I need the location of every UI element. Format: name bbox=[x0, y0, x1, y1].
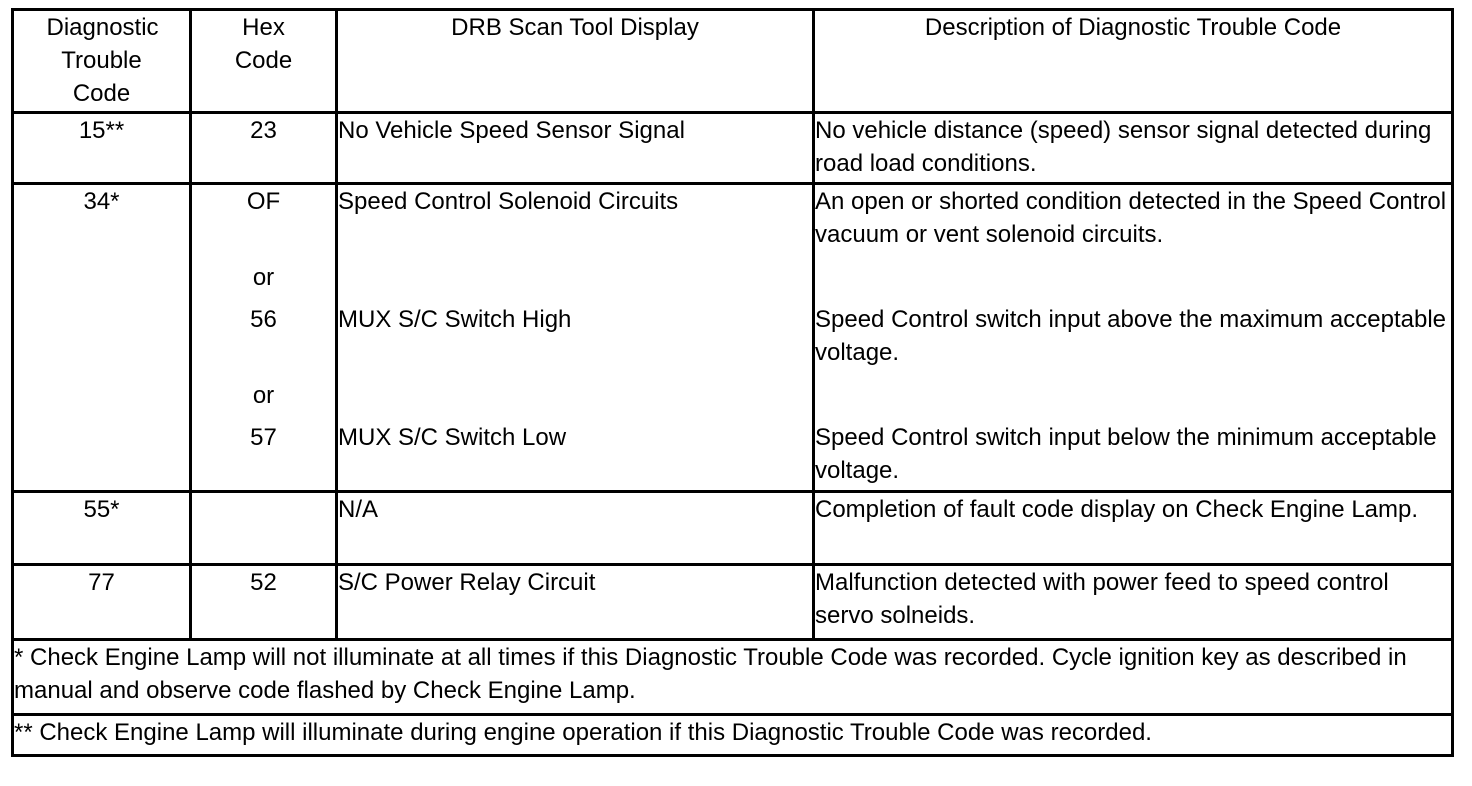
description-cell bbox=[814, 184, 1453, 492]
display-value: MUX S/C Switch High bbox=[338, 306, 572, 333]
header-display-label: DRB Scan Tool Display bbox=[451, 14, 699, 41]
table-row bbox=[13, 492, 1453, 565]
display-cell: S/C Power Relay Circuit bbox=[337, 565, 814, 640]
hex-value: OF bbox=[246, 188, 281, 215]
header-hex-label: Hex Code bbox=[234, 14, 293, 74]
description-cell: Completion of fault code display on Check Engine Lamp. bbox=[814, 492, 1453, 565]
table-row bbox=[13, 113, 1453, 184]
display-cell: N/A bbox=[337, 492, 814, 565]
description-value: Speed Control switch input below the minimum acceptable voltage. bbox=[815, 424, 1437, 484]
description-value: An open or shorted condition detected in the Speed Control vacuum or vent solenoid circuits. bbox=[815, 188, 1447, 248]
hex-cell bbox=[191, 492, 337, 565]
header-code bbox=[13, 10, 191, 113]
display-value: Speed Control Solenoid Circuits bbox=[338, 188, 679, 215]
code-cell: 15** bbox=[13, 113, 191, 184]
header-display bbox=[337, 10, 814, 113]
note-row bbox=[13, 715, 1453, 756]
description-cell: Malfunction detected with power feed to speed control servo solneids. bbox=[814, 565, 1453, 640]
header-description-label: Description of Diagnostic Trouble Code bbox=[924, 14, 1342, 41]
code-cell: 77 bbox=[13, 565, 191, 640]
hex-value: 56 bbox=[250, 306, 277, 333]
hex-value: 57 bbox=[250, 424, 277, 451]
hex-cell: 52 bbox=[191, 565, 337, 640]
or-separator: or bbox=[252, 382, 275, 409]
header-hex bbox=[191, 10, 337, 113]
table-row bbox=[13, 565, 1453, 640]
display-value: MUX S/C Switch Low bbox=[338, 424, 567, 451]
table-row bbox=[13, 184, 1453, 492]
code-cell: 55* bbox=[13, 492, 191, 565]
header-description bbox=[814, 10, 1453, 113]
code-cell: 34* bbox=[13, 184, 191, 492]
hex-cell: 23 bbox=[191, 113, 337, 184]
description-value: Speed Control switch input above the maximum acceptable voltage. bbox=[815, 306, 1447, 366]
display-cell: No Vehicle Speed Sensor Signal bbox=[337, 113, 814, 184]
or-separator: or bbox=[252, 264, 275, 291]
header-row bbox=[13, 10, 1453, 113]
hex-cell bbox=[191, 184, 337, 492]
display-cell bbox=[337, 184, 814, 492]
double-star-note: ** Check Engine Lamp will illuminate during engine operation if this Diagnostic Trouble Code was recorded. bbox=[13, 715, 1453, 756]
header-code-label: Diagnostic Trouble Code bbox=[46, 14, 159, 107]
single-star-note: * Check Engine Lamp will not illuminate at all times if this Diagnostic Trouble Code was recorded. Cycle ignition key as described in manual and observe code flashed by Check Engine Lamp. bbox=[13, 640, 1453, 715]
dtc-table bbox=[11, 8, 1454, 757]
description-cell: No vehicle distance (speed) sensor signal detected during road load conditions. bbox=[814, 113, 1453, 184]
note-row bbox=[13, 640, 1453, 715]
